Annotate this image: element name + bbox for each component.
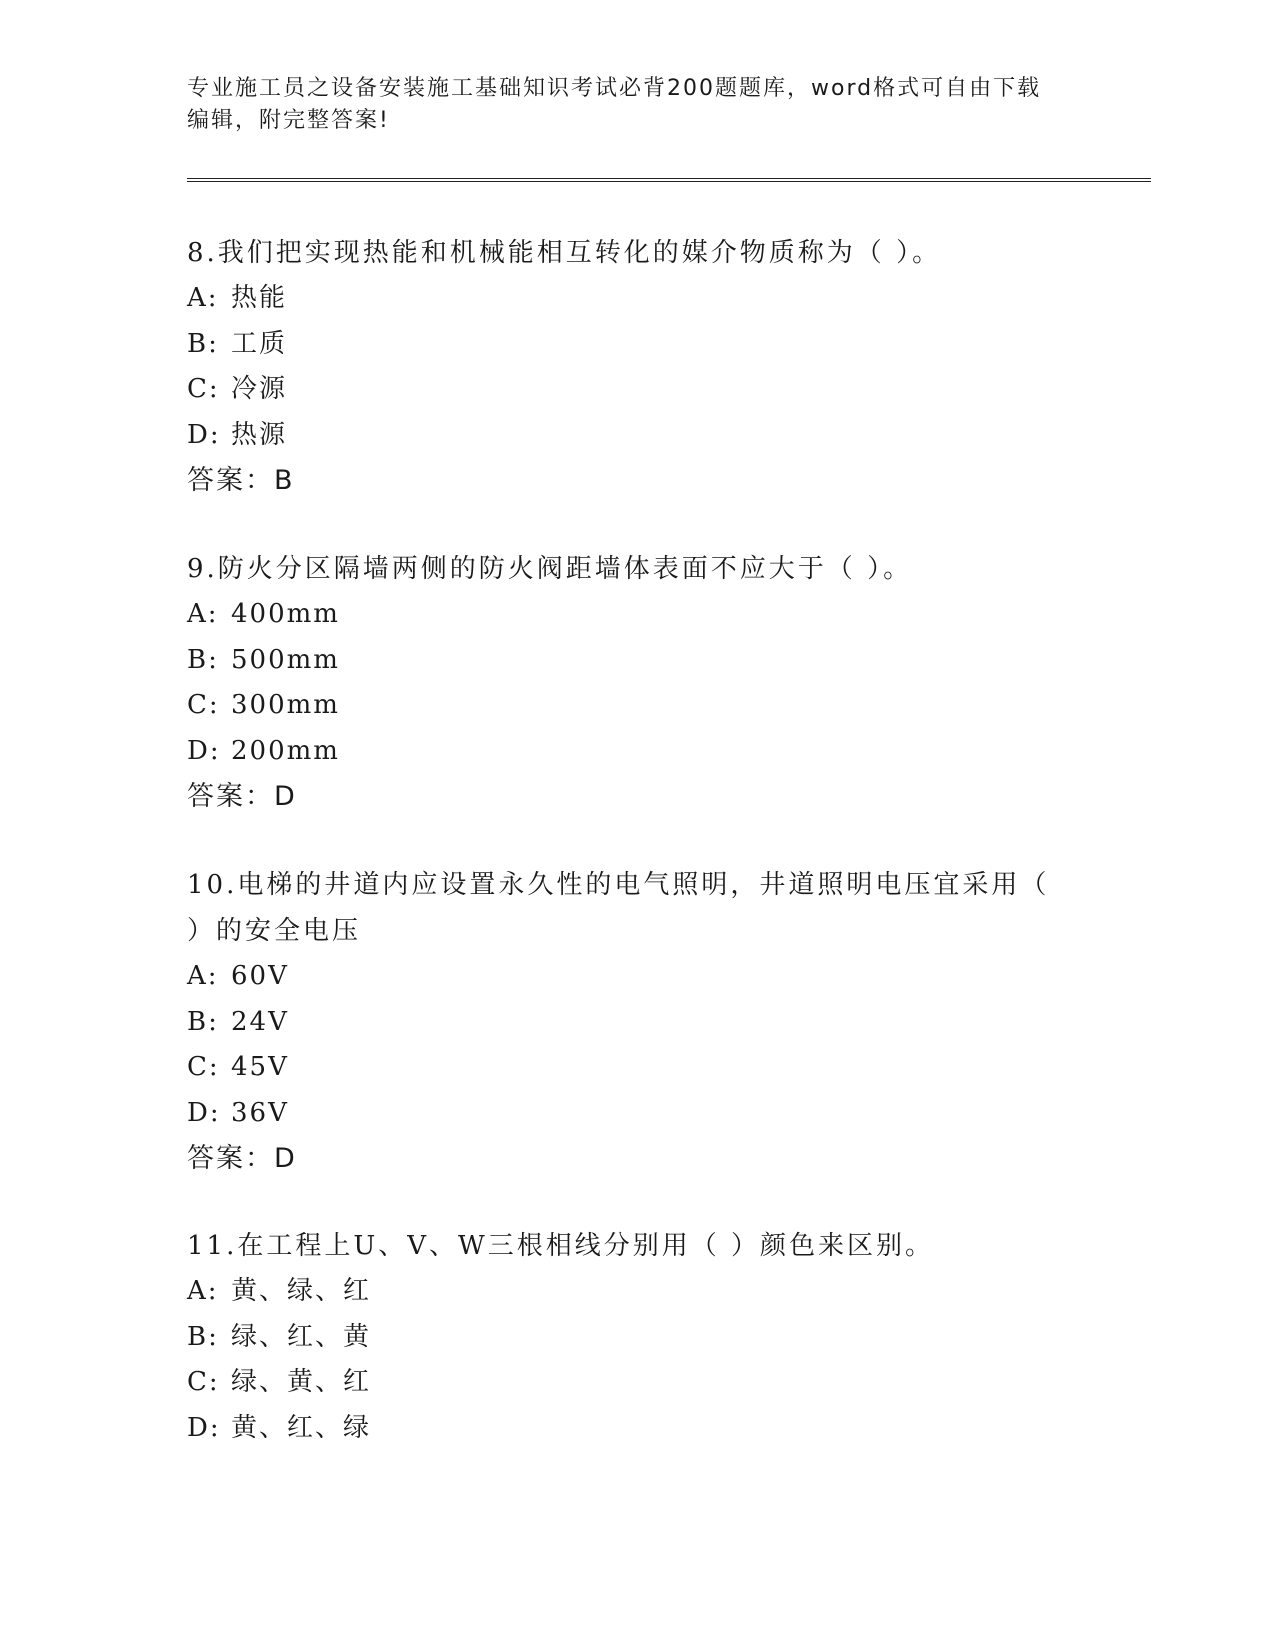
header-title-line-1: 专业施工员之设备安装施工基础知识考试必背200题题库，word格式可自由下载 [187, 76, 1042, 101]
option-letter: C: [187, 690, 220, 720]
option-letter: B: [187, 328, 219, 359]
question-11 [187, 1223, 1087, 1451]
option-text: 300mm [231, 690, 340, 720]
option-c [187, 367, 1087, 413]
option-text: 400mm [231, 599, 340, 629]
option-d [187, 413, 1087, 459]
answer: 答案：D [187, 781, 297, 812]
option-letter: B: [187, 644, 219, 675]
option-d [187, 1406, 1087, 1452]
document-header [187, 73, 1087, 137]
option-letter: A: [187, 599, 219, 629]
option-letter: D: [187, 1097, 221, 1128]
answer: 答案：D [187, 1143, 297, 1174]
option-d [187, 729, 1087, 775]
option-text: 热源 [231, 419, 288, 450]
question-8 [187, 230, 1087, 504]
option-letter: A: [187, 1276, 219, 1306]
option-d [187, 1091, 1087, 1137]
option-letter: C: [187, 1052, 220, 1082]
header-title-line-2: 编辑，附完整答案! [187, 108, 390, 133]
option-c [187, 1045, 1087, 1091]
option-letter: C: [187, 1367, 220, 1397]
option-letter: D: [187, 1412, 221, 1443]
option-text: 45V [231, 1052, 289, 1082]
option-c [187, 683, 1087, 729]
option-text: 24V [231, 1006, 289, 1037]
question-stem: 8.我们把实现热能和机械能相互转化的媒介物质称为（ ）。 [187, 238, 942, 268]
option-letter: B: [187, 1006, 219, 1037]
answer: 答案：B [187, 465, 295, 496]
option-text: 绿、黄、红 [231, 1367, 372, 1397]
option-text: 冷源 [231, 374, 288, 404]
option-text: 绿、红、黄 [231, 1321, 372, 1352]
option-a [187, 276, 1087, 322]
option-text: 500mm [231, 644, 340, 675]
option-text: 36V [231, 1097, 289, 1128]
header-divider [187, 178, 1151, 182]
option-a [187, 1269, 1087, 1315]
option-text: 热能 [231, 283, 288, 313]
option-text: 工质 [231, 328, 288, 359]
option-text: 200mm [231, 735, 340, 766]
option-letter: A: [187, 283, 219, 313]
question-stem: 9.防火分区隔墙两侧的防火阀距墙体表面不应大于（ ）。 [187, 554, 913, 584]
option-b [187, 1315, 1087, 1361]
question-stem: 11.在工程上U、V、W三根相线分别用（ ）颜色来区别。 [187, 1231, 935, 1261]
option-letter: D: [187, 735, 221, 766]
question-9 [187, 546, 1087, 820]
question-stem: 10.电梯的井道内应设置永久性的电气照明，井道照明电压宜采用（ [187, 870, 1050, 900]
option-a [187, 592, 1087, 638]
option-text: 60V [231, 961, 289, 991]
option-letter: C: [187, 374, 220, 404]
option-b [187, 638, 1087, 684]
option-b [187, 1000, 1087, 1046]
option-letter: A: [187, 961, 219, 991]
option-letter: D: [187, 419, 221, 450]
option-a [187, 954, 1087, 1000]
question-10 [187, 862, 1087, 1182]
option-text: 黄、绿、红 [231, 1276, 372, 1306]
option-letter: B: [187, 1321, 219, 1352]
option-text: 黄、红、绿 [231, 1412, 372, 1443]
option-c [187, 1360, 1087, 1406]
option-b [187, 322, 1087, 368]
question-stem-continued: ）的安全电压 [187, 916, 362, 946]
